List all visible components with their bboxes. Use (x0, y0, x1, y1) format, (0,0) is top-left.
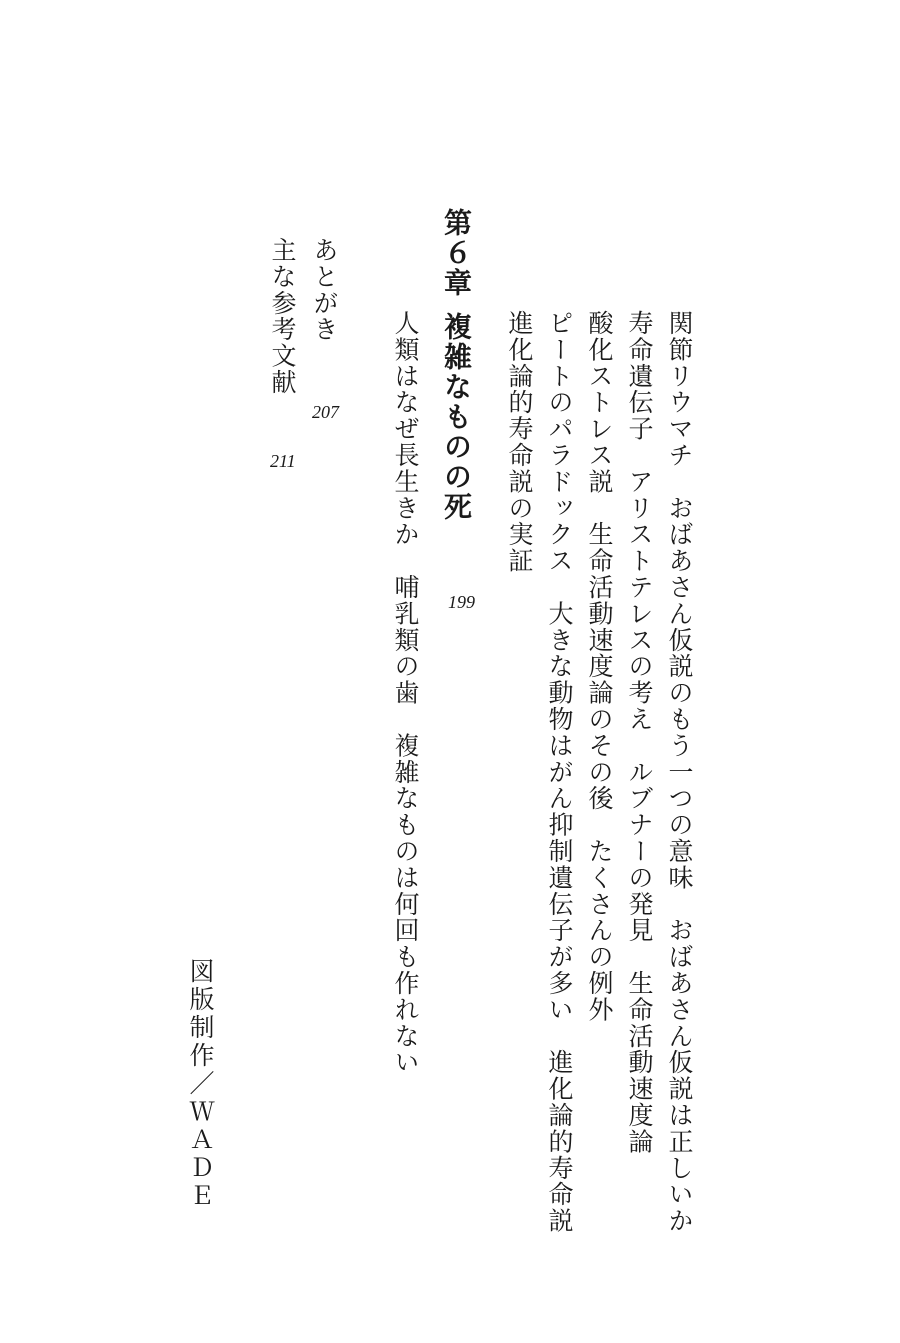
references-page-number: 211 (270, 451, 296, 471)
chapter-6-subtopics: 人類はなぜ長生きか 哺乳類の歯 複雑なものは何回も作れない (391, 310, 420, 1076)
chapter-6-label: 第６章 (440, 208, 473, 298)
toc-section-line-5: 進化論的寿命説の実証 (505, 310, 534, 574)
afterword-label: あとがき (310, 237, 339, 343)
toc-section-line-3: 酸化ストレス説 生命活動速度論のその後 たくさんの例外 (585, 310, 614, 1023)
illustration-credit: 図版制作／ＷＡＤＥ (186, 958, 215, 1210)
chapter-6-title: 複雑なものの死 (440, 312, 473, 522)
afterword-page-number: 207 (312, 402, 339, 422)
references-label: 主な参考文献 (268, 237, 297, 396)
toc-section-line-4: ピートのパラドックス 大きな動物はがん抑制遺伝子が多い 進化論的寿命説 (545, 310, 574, 1234)
chapter-6-page-number: 199 (448, 592, 475, 612)
toc-section-line-2: 寿命遺伝子 アリストテレスの考え ルブナーの発見 生命活動速度論 (625, 310, 654, 1155)
toc-section-line-1: 関節リウマチ おばあさん仮説のもう一つの意味 おばあさん仮説は正しいか (665, 310, 694, 1234)
